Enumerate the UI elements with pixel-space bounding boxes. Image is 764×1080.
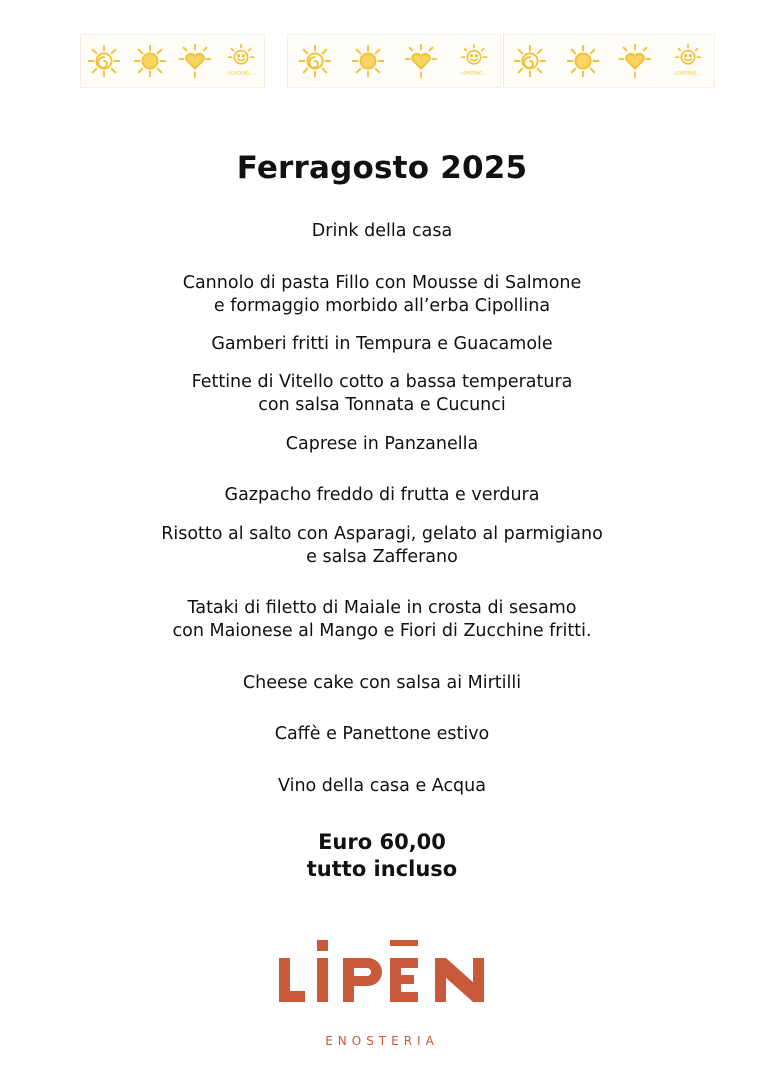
menu-item [0,220,764,243]
heart-sun-icon [616,41,654,81]
menu-item-line: Drink della casa [311,221,453,241]
menu-item-line: Cannolo di pasta Fillo con Mousse di Salmone [182,273,582,293]
menu-item-line: Caprese in Panzanella [285,434,479,454]
heart-sun-icon [176,41,214,81]
menu-item-line: con salsa Tonnata e Cucunci [258,395,506,415]
sun-spiral-icon [296,41,334,81]
sun-icon [131,41,169,81]
menu-item-line: con Maionese al Mango e Fiori di Zucchine fritti. [172,621,592,641]
menu-item [0,672,764,695]
menu-item-line: Gazpacho freddo di frutta e verdura [224,485,540,505]
sun-spiral-icon [85,41,123,81]
menu-item [0,333,764,356]
menu-item-line: Tataki di filetto di Maiale in crosta di sesamo [187,598,577,618]
smiley-sun-icon [222,41,260,81]
smiley-sun-icon [455,41,493,81]
sun-icon [349,41,387,81]
price-note: tutto incluso [306,857,458,881]
lipen-logo [277,938,487,1010]
loading-text: LOADING... [228,71,255,77]
menu-item-line: Gamberi fritti in Tempura e Guacamole [211,334,553,354]
sun-banner-right [503,34,715,88]
loading-text: LOADING... [674,71,701,77]
price-amount: Euro 60,00 [318,830,446,854]
menu-item [0,723,764,746]
menu-item-line: Fettine di Vitello cotto a bassa temperatura [191,372,573,392]
sun-banner-left [80,34,265,88]
loading-text: LOADING... [460,71,487,77]
price-block [0,829,764,883]
sun-banner-middle [287,34,501,88]
menu-item [0,272,764,318]
menu-item [0,775,764,798]
menu-item-line: Caffè e Panettone estivo [274,724,490,744]
menu-item [0,484,764,507]
menu-item [0,523,764,569]
smiley-sun-icon [669,41,707,81]
menu-item-line: Risotto al salto con Asparagi, gelato al parmigiano [161,524,603,544]
menu-item [0,371,764,417]
menu-item-line: Vino della casa e Acqua [278,776,486,796]
sun-spiral-icon [511,41,549,81]
brand-subtitle: ENOSTERIA [325,1034,439,1048]
menu-item [0,433,764,456]
menu-item-line: e formaggio morbido all’erba Cipollina [213,296,551,316]
menu-title: Ferragosto 2025 [236,150,528,186]
heart-sun-icon [402,41,440,81]
menu-item-line: e salsa Zafferano [306,547,458,567]
menu-item [0,597,764,643]
menu-item-line: Cheese cake con salsa ai Mirtilli [242,673,522,693]
sun-icon [564,41,602,81]
